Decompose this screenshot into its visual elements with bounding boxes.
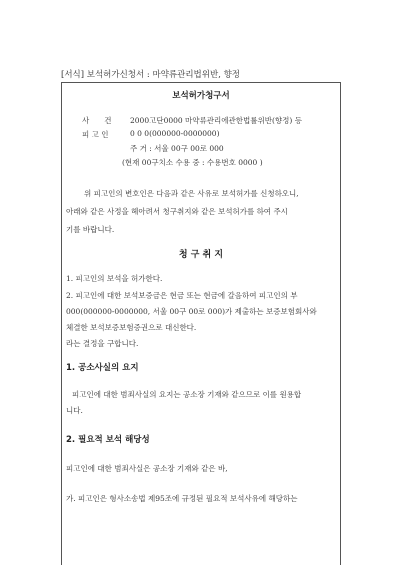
claim-item-2-line-3: 체결한 보석보증보험증권으로 대신한다. — [66, 323, 197, 332]
intro-line-1: 위 피고인의 변호인은 다음과 같은 사유로 보석허가를 신청하오니, — [84, 189, 299, 198]
claim-item-2-line-1: 2. 피고인에 대한 보석보증금은 현금 또는 현금에 갈음하여 피고인의 부 — [66, 291, 298, 300]
intro-line-2: 아래와 같은 사정을 헤아려서 청구취지와 같은 보석허가를 하여 주시 — [66, 207, 288, 216]
section-1-heading: 1. 공소사실의 요지 — [66, 363, 139, 373]
defendant-label: 피 고 인 — [82, 130, 109, 139]
claim-item-2-line-2: 000(000000-0000000, 서울 00구 00로 000)가 제출하는 보증보험회사와 — [66, 307, 317, 316]
case-value: 2000고단0000 마약류관리에관한법률위반(향정) 등 — [130, 116, 302, 125]
document-box — [61, 82, 341, 565]
claim-item-1: 1. 피고인의 보석을 허가한다. — [66, 274, 163, 283]
current-location: (현재 00구치소 수용 중 : 수용번호 0000 ) — [122, 158, 263, 167]
section-2-heading: 2. 필요적 보석 해당성 — [66, 435, 150, 445]
intro-line-3: 기를 바랍니다. — [66, 225, 115, 234]
defendant-name: 0 0 0(000000-0000000) — [130, 129, 220, 138]
form-label: [서식] 보석허가신청서 : 마약류관리법위반, 향정 — [61, 70, 241, 80]
document-title: 보석허가청구서 — [172, 91, 230, 101]
claim-heading: 청 구 취 지 — [178, 250, 224, 260]
section-2-line-1: 피고인에 대한 범죄사실은 공소장 기재와 같은 바, — [66, 464, 228, 473]
section-1-line-2: 니다. — [66, 406, 83, 415]
claim-closing: 라는 결정을 구합니다. — [66, 339, 139, 348]
case-label: 사 건 — [82, 116, 112, 125]
section-1-line-1: 피고인에 대한 범죄사실의 요지는 공소장 기재와 같으므로 이를 원용합 — [72, 390, 302, 399]
defendant-address: 주 거 : 서울 00구 00로 000 — [130, 144, 224, 153]
section-2-line-2: 가. 피고인은 형사소송법 제95조에 규정된 필요적 보석사유에 해당하는 — [66, 494, 298, 503]
